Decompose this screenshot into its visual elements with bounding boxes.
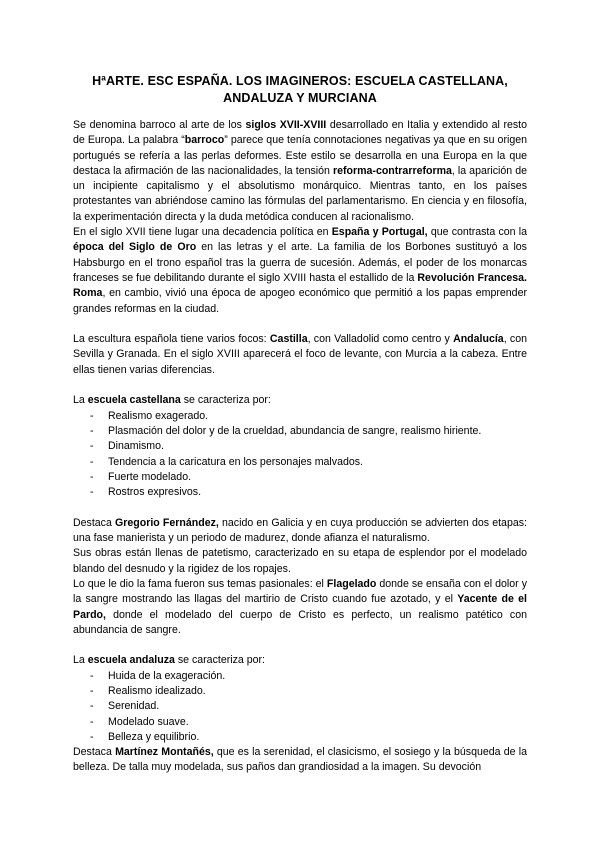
title-line-2: ANDALUZA Y MURCIANA [223,91,377,105]
list-item: - Serenidad. [73,699,527,714]
list-item: - Dinamismo. [73,439,527,454]
list-item: - Plasmación del dolor y de la crueldad, abundancia de sangre, realismo hiriente. [73,424,527,439]
gregorio-paragraph-1: Destaca Gregorio Fernández, nacido en Galicia y en cuya producción se advierten dos etapas: una fase manierista y un periodo de madurez, donde afianza el naturalismo. [73,516,527,545]
list-item: - Tendencia a la caricatura en los personajes malvados. [73,455,527,470]
spain-paragraph: En el siglo XVII tiene lugar una decadencia política en España y Portugal, que contrasta con la época del Siglo de Oro en las letras y el arte. La familia de los Borbones sustituyó a los Habsburgo en el trono español tras la guerra de sucesión. Además, el poder de los monarcas franceses se fue debilitando durante el siglo XVIII hasta el estallido de la Revolución Francesa. Roma, en cambio, vivió una época de apogeo económico que permitió a los papas emprender grandes reformas en la ciudad. [73,226,527,315]
spacer [73,378,527,393]
list-item: - Realismo exagerado. [73,409,527,424]
gregorio-paragraph-3: Lo que le dio la fama fueron sus temas pasionales: el Flagelado donde se ensaña con el dolor y la sangre mostrando las llagas del martirio de Cristo cuando fue azotado, y el Yacente de el Pardo, donde el modelado del cuerpo de Cristo es perfecto, un realismo patético con abundancia de sangre. [73,577,527,636]
montanes-paragraph: Destaca Martínez Montañés, que es la serenidad, el clasicismo, el sosiego y la búsqueda de la belleza. De talla muy modelada, sus paños dan grandiosidad a la imagen. Su devoción [73,746,527,774]
andaluza-heading: La escuela andaluza se caracteriza por: [73,654,265,667]
sculpture-paragraph: La escultura española tiene varios focos: Castilla, con Valladolid como centro y Andalucía, con Sevilla y Granada. En el siglo XVIII aparecerá el foco de levante, con Murcia a la cabeza. Entre ellas tienen varias diferencias. [73,333,527,376]
gregorio-paragraph-2: Sus obras están llenas de patetismo, caracterizado en su etapa de esplendor por el modelado blando del desnudo y la rigidez de los ropajes. [73,547,527,575]
page-title [60,73,540,107]
list-item: - Realismo idealizado. [73,684,527,699]
spacer [73,638,527,653]
list-item: - Rostros expresivos. [73,485,527,500]
title-line-1: HªARTE. ESC ESPAÑA. LOS IMAGINEROS: ESCUELA CASTELLANA, [92,74,508,88]
andaluza-list [73,669,527,745]
list-item: - Huida de la exageración. [73,669,527,684]
spacer [73,500,527,515]
spacer [73,317,527,332]
intro-paragraph: Se denomina barroco al arte de los siglos XVII-XVIII desarrollado en Italia y extendido al resto de Europa. La palabra “barroco” parece que tenía connotaciones negativas ya que en su origen portugués se refería a las perlas deformes. Este estilo se desarrolla en una Europa en la que destaca la afirmación de las nacionalidades, la tensión reforma-contrarreforma, la aparición de un incipiente capitalismo y el absolutismo monárquico. Mientras tanto, en los países protestantes van abriéndose camino las fórmulas del parlamentarismo. En ciencia y en filosofía, la experimentación directa y la duda metódica conducen al racionalismo. [73,119,527,223]
castellana-list [73,409,527,501]
list-item: - Belleza y equilibrio. [73,730,527,745]
list-item: - Fuerte modelado. [73,470,527,485]
castellana-heading: La escuela castellana se caracteriza por: [73,394,271,407]
document-body [73,118,527,776]
list-item: - Modelado suave. [73,715,527,730]
